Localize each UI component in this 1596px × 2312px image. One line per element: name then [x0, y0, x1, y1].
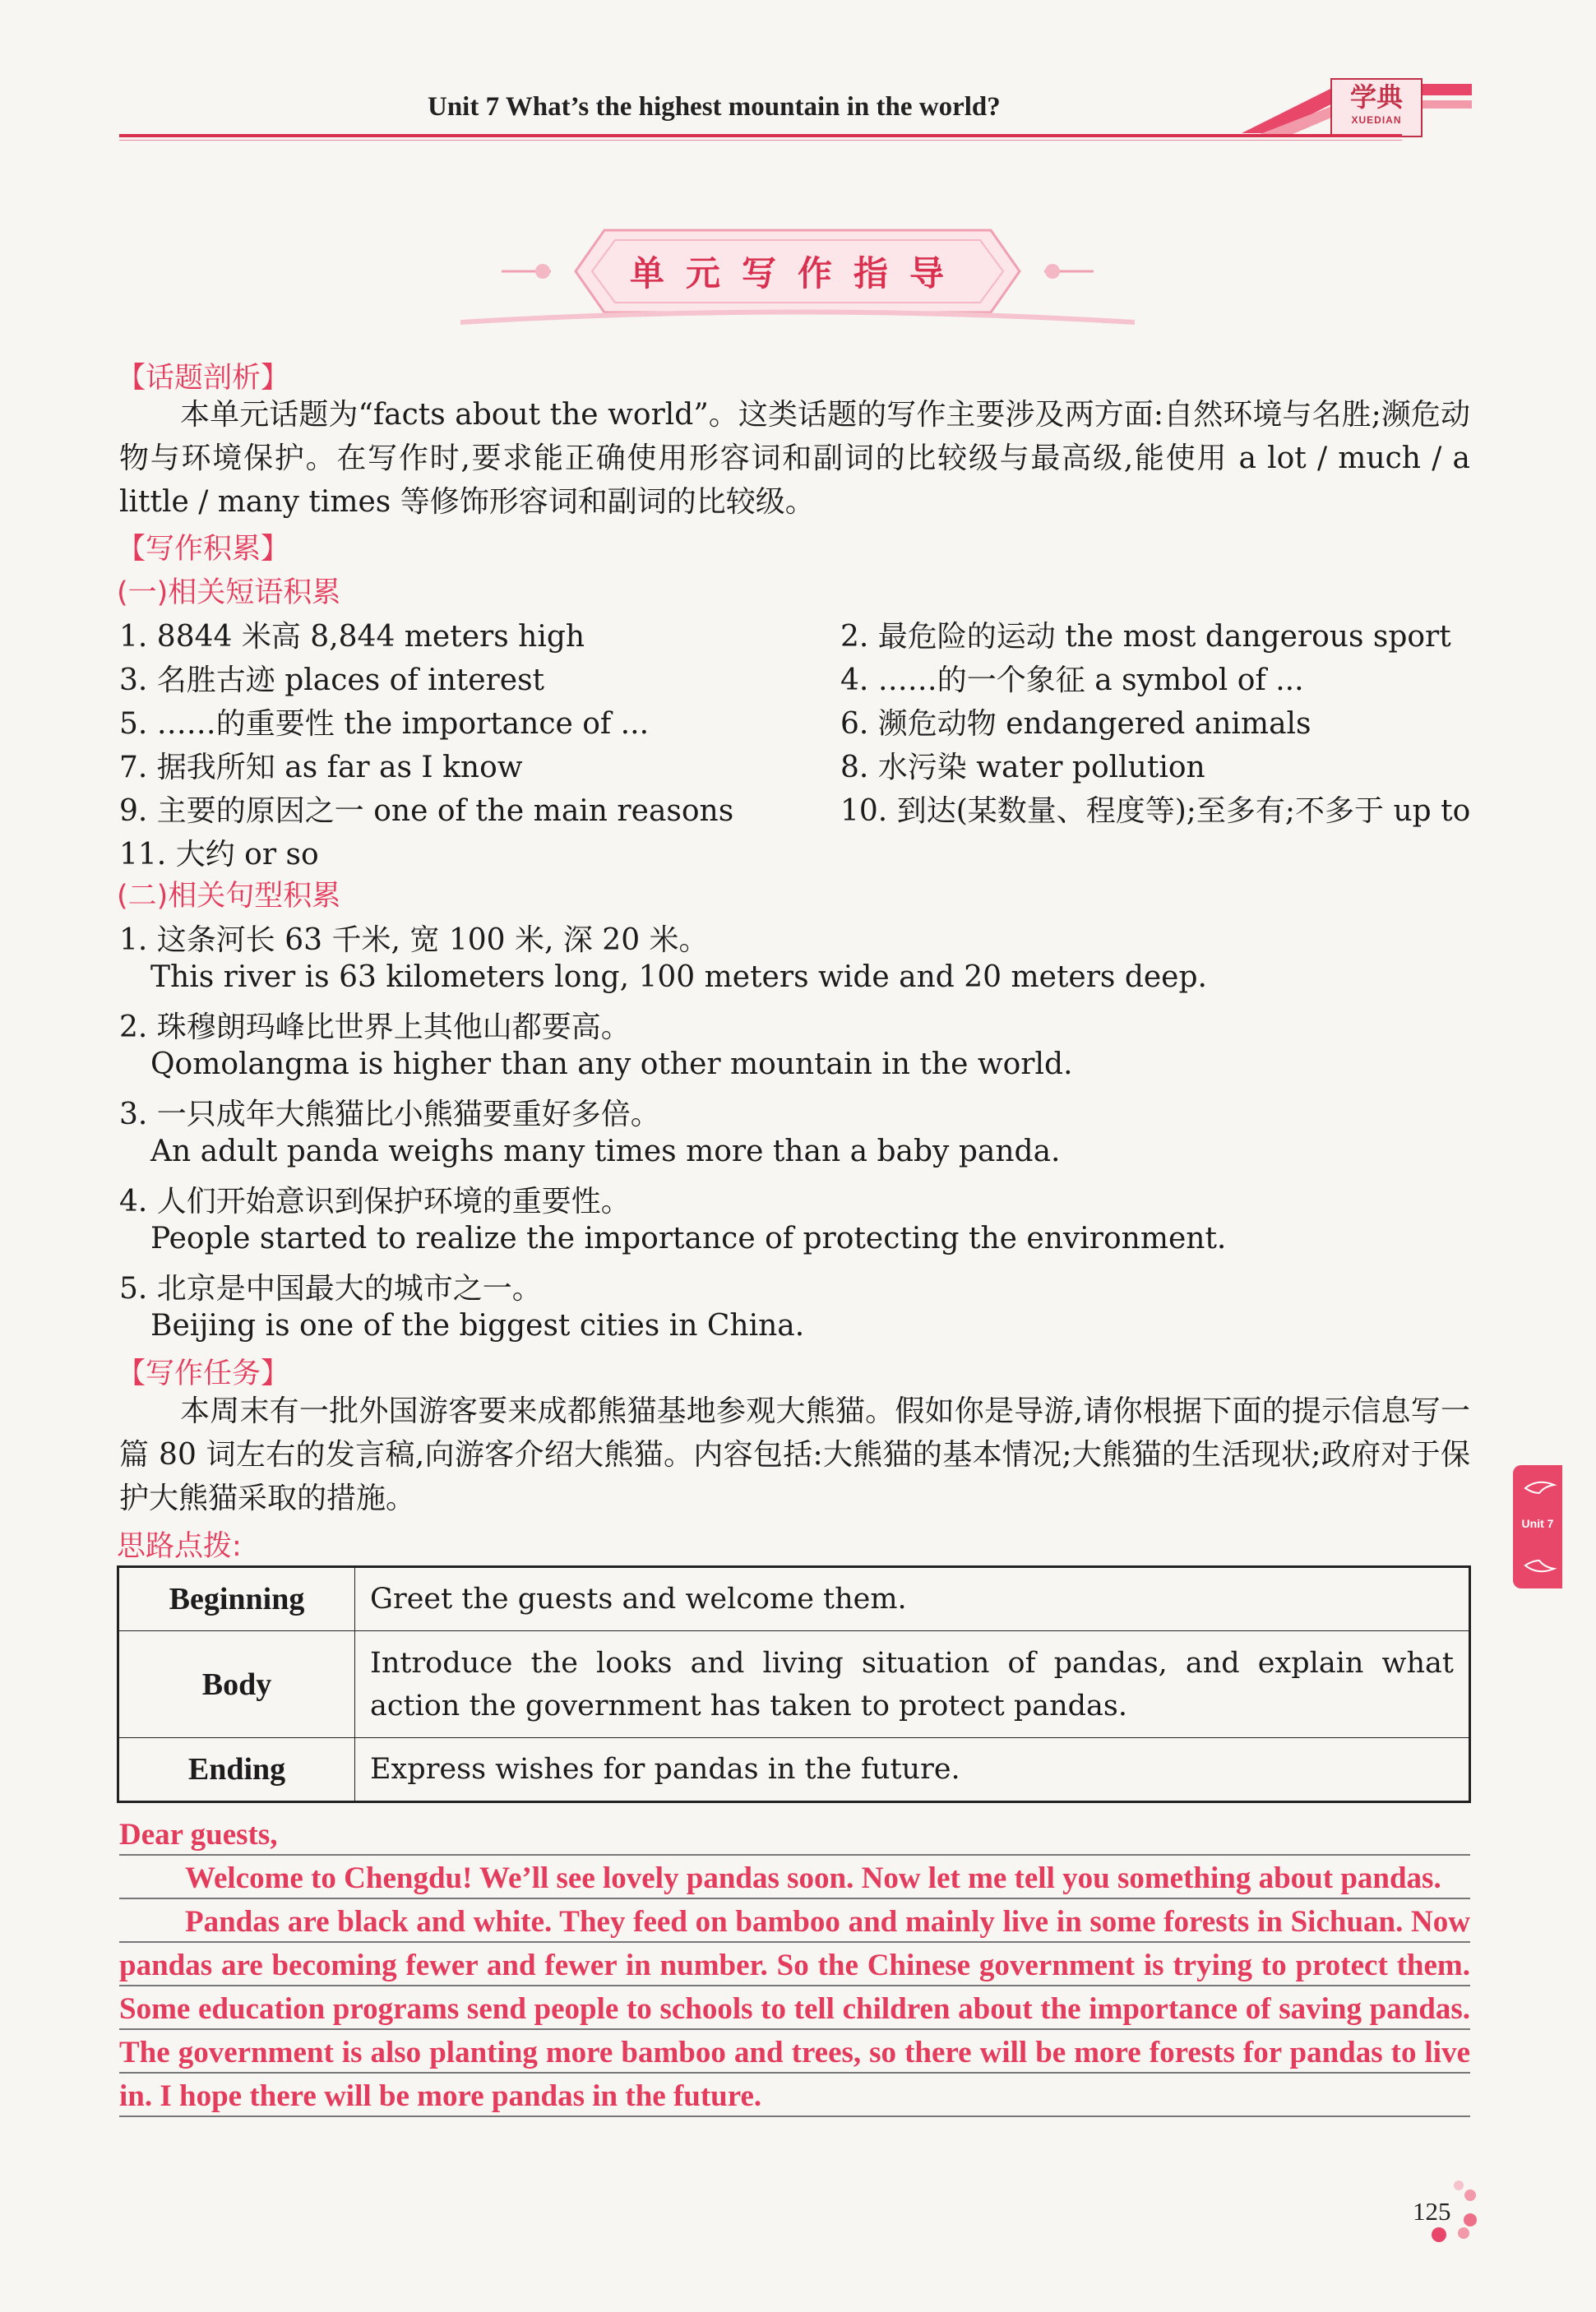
table-row — [118, 1738, 1470, 1802]
phrase-item: 5. ……的重要性 the importance of ... — [119, 707, 650, 741]
sentence-cn: 3. 一只成年大熊猫比小熊猫要重好多倍。 — [119, 1098, 660, 1131]
sentence-en: Beijing is one of the biggest cities in China. — [150, 1309, 805, 1343]
phrases-heading: (一)相关短语积累 — [117, 576, 341, 609]
phrase-item: 10. 到达(某数量、程度等);至多有;不多于 up to — [840, 794, 1471, 828]
sentence-cn: 5. 北京是中国最大的城市之一。 — [119, 1272, 542, 1306]
outline-section: Body — [118, 1631, 355, 1738]
outline-section: Beginning — [118, 1567, 355, 1631]
writing-task-tag: 【写作任务】 — [117, 1357, 290, 1390]
phrase-item: 1. 8844 米高 8,844 meters high — [119, 620, 585, 654]
phrase-item: 2. 最危险的运动 the most dangerous sport — [840, 620, 1451, 654]
phrase-item: 8. 水污染 water pollution — [840, 751, 1205, 784]
outline-table — [117, 1565, 1471, 1803]
model-essay — [119, 1813, 1470, 2118]
sentence-en: Qomolangma is higher than any other mountain in the world. — [150, 1047, 1073, 1081]
essay-paragraph: Pandas are black and white. They feed on bamboo and mainly live in some forests in Sichuan. Now pandas are becoming fewer and fewer in number. So the Chinese government is trying to protect them. Some education programs send people to schools to tell children about the importance of saving pandas. The government is also planting more bamboo and trees, so there will be more forests for pandas to live in. I hope there will be more pandas in the future. — [119, 1905, 1470, 2113]
table-row — [118, 1567, 1470, 1631]
sentence-en: This river is 63 kilometers long, 100 meters wide and 20 meters deep. — [150, 960, 1207, 994]
header-rule — [119, 134, 1402, 137]
publisher-logo — [1330, 78, 1423, 137]
sentence-en: People started to realize the importance of protecting the environment. — [150, 1222, 1227, 1255]
unit-side-tab-label: Unit 7 — [1521, 1517, 1554, 1530]
logo-mark: 学典 — [1349, 81, 1403, 113]
page-number: 125 — [1413, 2197, 1451, 2226]
sentences-heading: (二)相关句型积累 — [117, 880, 341, 913]
outline-content: Express wishes for pandas in the future. — [355, 1738, 1470, 1802]
hint-heading: 思路点拨: — [117, 1530, 242, 1563]
sentence-cn: 2. 珠穆朗玛峰比世界上其他山都要高。 — [119, 1010, 631, 1044]
logo-subtitle: XUEDIAN — [1351, 114, 1402, 126]
topic-analysis-tag: 【话题剖析】 — [117, 362, 290, 395]
outline-content: Introduce the looks and living situation of pandas, and explain what action the government has taken to protect pandas. — [355, 1631, 1470, 1738]
phrase-item: 4. ……的一个象征 a symbol of ... — [840, 664, 1304, 697]
running-header-title: Unit 7 What’s the highest mountain in the world? — [428, 92, 1001, 122]
sentence-cn: 1. 这条河长 63 千米, 宽 100 米, 深 20 米。 — [119, 923, 709, 957]
outline-content: Greet the guests and welcome them. — [355, 1567, 1470, 1631]
phrase-item: 3. 名胜古迹 places of interest — [119, 664, 545, 697]
sentence-cn: 4. 人们开始意识到保护环境的重要性。 — [119, 1185, 631, 1218]
phrase-item: 7. 据我所知 as far as I know — [119, 751, 523, 784]
topic-analysis-text: 本单元话题为“facts about the world”。这类话题的写作主要涉及两方面:自然环境与名胜;濒危动物与环境保护。在写作时,要求能正确使用形容词和副词的比较级与最高级,能使用 a lot / much / a little / many times 等修饰形容词和副词的比较级。 — [119, 398, 1470, 519]
sentence-en: An adult panda weighs many times more than a baby panda. — [150, 1135, 1061, 1168]
accumulation-tag: 【写作积累】 — [117, 533, 290, 566]
essay-paragraph: Welcome to Chengdu! We’ll see lovely pandas soon. Now let me tell you something about pandas. — [185, 1861, 1441, 1895]
phrase-item: 9. 主要的原因之一 one of the main reasons — [119, 794, 734, 828]
phrase-item: 11. 大约 or so — [119, 838, 319, 872]
section-banner-title: 单元写作指导 — [629, 253, 965, 294]
phrase-item: 6. 濒危动物 endangered animals — [840, 707, 1311, 741]
essay-greeting: Dear guests, — [119, 1818, 278, 1852]
header-rule-thin — [119, 140, 1402, 141]
outline-section: Ending — [118, 1738, 355, 1802]
table-row — [118, 1631, 1470, 1738]
writing-task-text: 本周末有一批外国游客要来成都熊猫基地参观大熊猫。假如你是导游,请你根据下面的提示信息写一篇 80 词左右的发言稿,向游客介绍大熊猫。内容包括:大熊猫的基本情况;大熊猫的生活现状;政府对于保护大熊猫采取的措施。 — [119, 1394, 1470, 1515]
